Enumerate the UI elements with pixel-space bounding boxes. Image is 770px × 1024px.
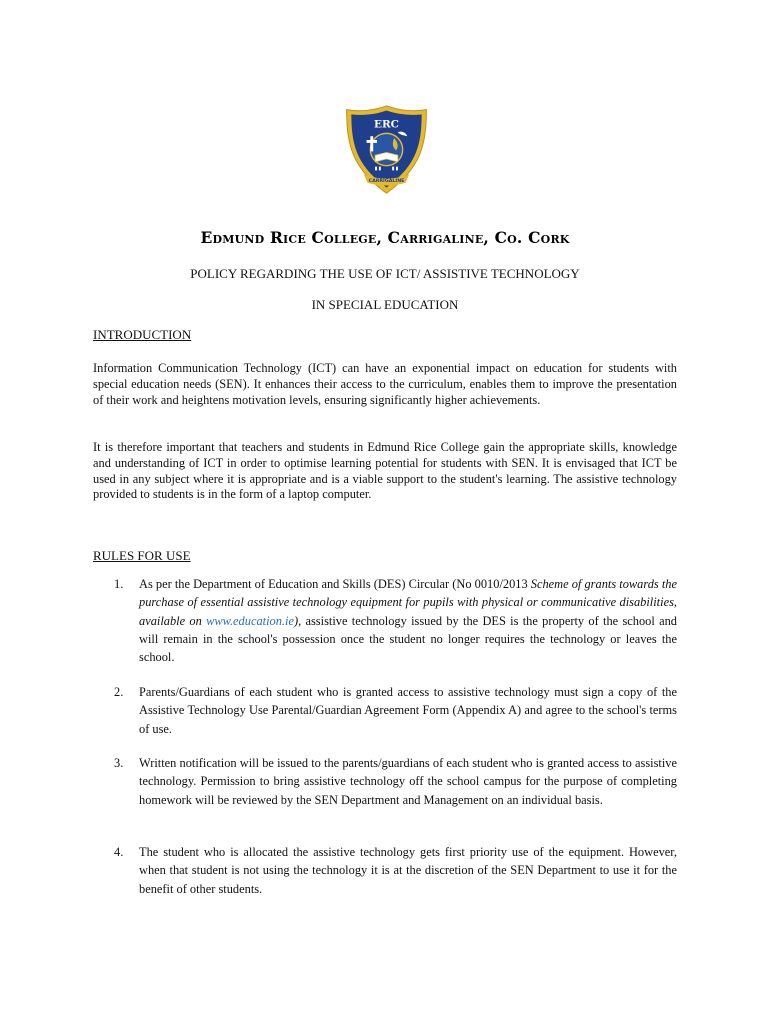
crest-top-text: ERC (374, 118, 399, 131)
rule-text: Parents/Guardians of each student who is granted access to assistive technology must sign a copy of the Assistive Technology Use Parental/Guardian Agreement Form (Appendix A) and agree to the school's terms of use. (139, 685, 677, 736)
rule-item-4 (93, 843, 677, 898)
rule-text-italic: Scheme of grants towards the purchase of essential assistive technology equipment for pupils with physical or communicative disabilities, available on (139, 577, 677, 628)
introduction-paragraph-1: Information Communication Technology (ICT) can have an exponential impact on education for students with special education needs (SEN). It enhances their access to the curriculum, enables them to improve the presentation of their work and heightens motivation levels, ensuring significantly higher achievements. (93, 361, 677, 407)
policy-title-line-2: IN SPECIAL EDUCATION (311, 297, 459, 312)
rule-number: 4. (114, 845, 124, 859)
rule-item-2 (93, 683, 677, 738)
rule-item-3 (93, 754, 677, 809)
college-crest-logo (339, 102, 434, 197)
crest-bottom-text: CARRIGALINE (368, 178, 405, 184)
rule-text-end: assistive technology issued by the DES is the property of the school and will remain in the school's possession once the student no longer requires the technology or leaves the school. (139, 613, 677, 665)
introduction-heading: INTRODUCTION (93, 327, 192, 342)
rule-text-start: As per the Department of Education and Skills (DES) Circular (No 0010/2013 (139, 577, 531, 591)
rule-text-italic-end: ), (293, 613, 302, 628)
rule-text (139, 575, 677, 666)
rules-heading: RULES FOR USE (93, 548, 191, 563)
college-name-title: Edmund Rice College, Carrigaline, Co. Cork (200, 228, 570, 247)
rule-text: The student who is allocated the assistive technology gets first priority use of the equipment. However, when that student is not using the technology it is at the discretion of the SEN Department to use it for the benefit of other students. (139, 845, 677, 896)
rule-number: 1. (114, 577, 124, 591)
policy-title-line-1: POLICY REGARDING THE USE OF ICT/ ASSISTIVE TECHNOLOGY (190, 266, 580, 281)
rule-text: Written notification will be issued to the parents/guardians of each student who is granted access to assistive technology. Permission to bring assistive technology off the school campus for the purpose of completing homework will be reviewed by the SEN Department and Management on an individual basis. (139, 756, 677, 807)
rule-number: 3. (114, 756, 124, 770)
rule-number: 2. (114, 685, 124, 699)
crest-icon (339, 102, 434, 197)
rule-item-1 (93, 575, 677, 666)
introduction-paragraph-2: It is therefore important that teachers and students in Edmund Rice College gain the appropriate skills, knowledge and understanding of ICT in order to optimise learning potential for students with SEN. It is envisaged that ICT be used in any subject where it is appropriate and is a viable support to the student's learning. The assistive technology provided to students is in the form of a laptop computer. (93, 440, 677, 502)
education-website-link[interactable]: www.education.ie (206, 613, 294, 628)
